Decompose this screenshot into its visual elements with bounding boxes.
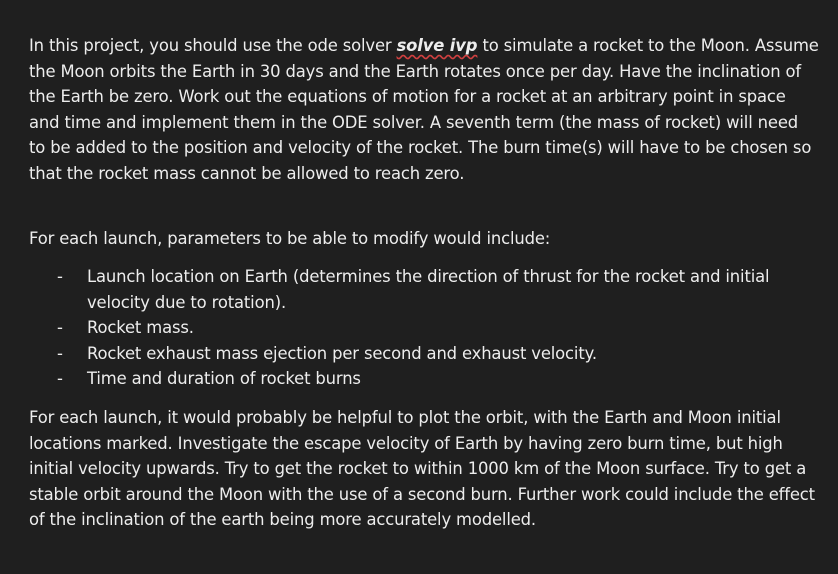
list-item (29, 366, 819, 392)
bullet-marker: - (57, 267, 63, 286)
bullet-marker: - (57, 343, 63, 363)
list-item-text: Rocket mass. (87, 318, 194, 338)
intro-paragraph (29, 33, 819, 187)
list-item-text: Rocket exhaust mass ejection per second and exhaust velocity. (87, 343, 597, 363)
list-item (29, 341, 819, 367)
intro-text-before: In this project, you should use the ode solver (29, 36, 397, 55)
list-item-text: Time and duration of rocket burns (87, 369, 361, 389)
parameters-heading: For each launch, parameters to be able to modify would include: (29, 229, 551, 248)
closing-paragraph: For each launch, it would probably be helpful to plot the orbit, with the Earth and Moon initial locations marked. Investigate the escape velocity of Earth by having zero burn time, but high initial velocity upwards. Try to get the rocket to within 1000 km of the Moon surface. Try to get a stable orbit around the Moon with the use of a second burn. Further work could include the effect of the inclination of the earth being more accurately modelled. (29, 408, 815, 530)
parameter-list (29, 264, 819, 392)
function-name: solve ivp (396, 36, 478, 55)
list-item-text: Launch location on Earth (determines the direction of thrust for the rocket and initial velocity due to rotation). (87, 267, 770, 312)
intro-text-after: to simulate a rocket to the Moon. Assume the Moon orbits the Earth in 30 days and the Earth rotates once per day. Have the inclination of the Earth be zero. Work out the equations of motion for a rocket at an arbitrary point in space and time and implement them in the ODE solver. A seventh term (the mass of rocket) will need to be added to the position and velocity of the rocket. The burn time(s) will have to be chosen so that the rocket mass cannot be allowed to reach zero. (29, 36, 819, 183)
list-item (29, 264, 819, 315)
list-item (29, 315, 819, 341)
bullet-marker: - (57, 318, 63, 338)
bullet-marker: - (57, 369, 63, 389)
